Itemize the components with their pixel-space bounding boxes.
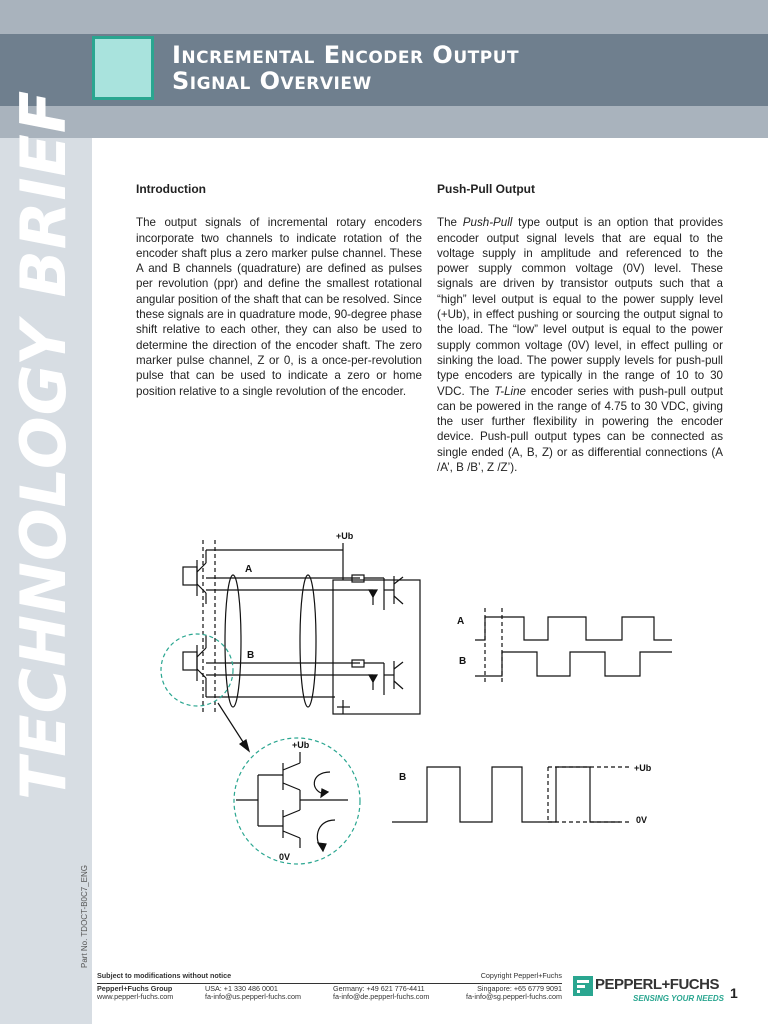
- footer-singapore-email[interactable]: fa-info@sg.pepperl-fuchs.com: [466, 992, 562, 1001]
- footer-usa-email[interactable]: fa-info@us.pepperl-fuchs.com: [205, 992, 301, 1001]
- waveform-a: [475, 617, 672, 640]
- zoom-transistor-bottom-icon: [283, 810, 300, 848]
- push-pull-italic-1: Push-Pull: [462, 216, 513, 230]
- footer-notice: Subject to modifications without notice: [97, 971, 232, 980]
- footer-singapore-phone: Singapore: +65 6779 9091: [477, 984, 562, 993]
- logo-name: PEPPERL+FUCHS: [595, 976, 719, 993]
- footer-web-link[interactable]: www.pepperl-fuchs.com: [97, 992, 174, 1001]
- receiver-box: [333, 580, 420, 714]
- title-line-2: Signal Overview: [172, 67, 372, 95]
- push-pull-text-1: The: [437, 216, 463, 230]
- footer-copyright: Copyright Pepperl+Fuchs: [480, 971, 562, 980]
- push-pull-text-2: type output is an option that provides encoder output signal levels that are equal to the voltage supply in amplitude and referenced to the power supply common voltage (0V) level. These signals are driven by transistor outputs such that a “high” level output is equal to the power supply level (+Ub), in effect pushing or sourcing the output signal to the load. The “low” level output is equal to the power supply common voltage (0V) level, in effect pulling or sinking the load. The power supply levels for push-pull type encoders are typically in the range of 10 to 30 VDC. The: [437, 216, 723, 398]
- push-pull-text-3: encoder series with push-pull output can be powered in the range of 4.75 to 30 VDC, giving the user further flexibility in powering the encoder device. Push-pull output types can be connected as single ended (A, B, Z) or as differential connections (A /A’, B /B’, Z /Z’).: [437, 384, 723, 475]
- footer-germany-email[interactable]: fa-info@de.pepperl-fuchs.com: [333, 992, 430, 1001]
- receiver-channel-b: [352, 660, 403, 695]
- push-pull-italic-2: T-Line: [494, 384, 526, 398]
- zoom-circle: [234, 738, 360, 864]
- zoom-ub-label: +Ub: [292, 740, 310, 750]
- logo-mark-icon: [573, 976, 593, 996]
- push-pull-heading: Push-Pull Output: [437, 182, 535, 196]
- ub-label: +Ub: [336, 531, 354, 541]
- channel-a-label: A: [245, 564, 253, 575]
- big-wave-0v-label: 0V: [636, 815, 648, 825]
- footer-group: Pepperl+Fuchs Group: [97, 984, 173, 993]
- wave-a-label: A: [457, 616, 465, 627]
- zoom-arrow: [218, 703, 245, 745]
- title-line-1: Incremental Encoder Output: [172, 41, 520, 69]
- channel-b-label: B: [247, 650, 255, 661]
- zoom-0v-label: 0V: [279, 852, 291, 862]
- introduction-heading: Introduction: [136, 182, 206, 196]
- footer-germany-phone: Germany: +49 621 776-4411: [333, 984, 425, 993]
- waveform-b: [475, 652, 672, 676]
- introduction-body: The output signals of incremental rotary encoders incorporate two channels to indicate rotation of the encoder shaft plus a zero marker pulse channel. These A and B channels (quadrature) are defined as pulses per revolution (ppr) and define the smallest rotational angular position of the shaft that can be resolved. Since these signals are in quadrature mode, 90-degree phase shift relative to each other, they can also be used to determine the direction of the encoder shaft. The zero marker pulse channel, Z or 0, is a once-per-revolution pulse that can be used to indicate a zero or home position relative to a single revolution of the encoder.: [136, 216, 422, 398]
- logo-tagline: SENSING YOUR NEEDS: [633, 994, 724, 1003]
- waveform-big-b: [392, 767, 620, 822]
- big-wave-ub-label: +Ub: [634, 763, 652, 773]
- big-wave-b-label: B: [399, 772, 407, 783]
- zoom-transistor-top-icon: [283, 752, 300, 790]
- wave-b-label: B: [459, 656, 467, 667]
- cable-shield-left: [225, 575, 241, 707]
- cable-shield-right: [300, 575, 316, 707]
- side-title: TECHNOLOGY BRIEF: [7, 89, 80, 800]
- part-number: Part No. TDOCT-B0C7_ENG: [80, 865, 89, 968]
- page-number: 1: [730, 985, 738, 1001]
- footer-usa-phone: USA: +1 330 486 0001: [205, 984, 278, 993]
